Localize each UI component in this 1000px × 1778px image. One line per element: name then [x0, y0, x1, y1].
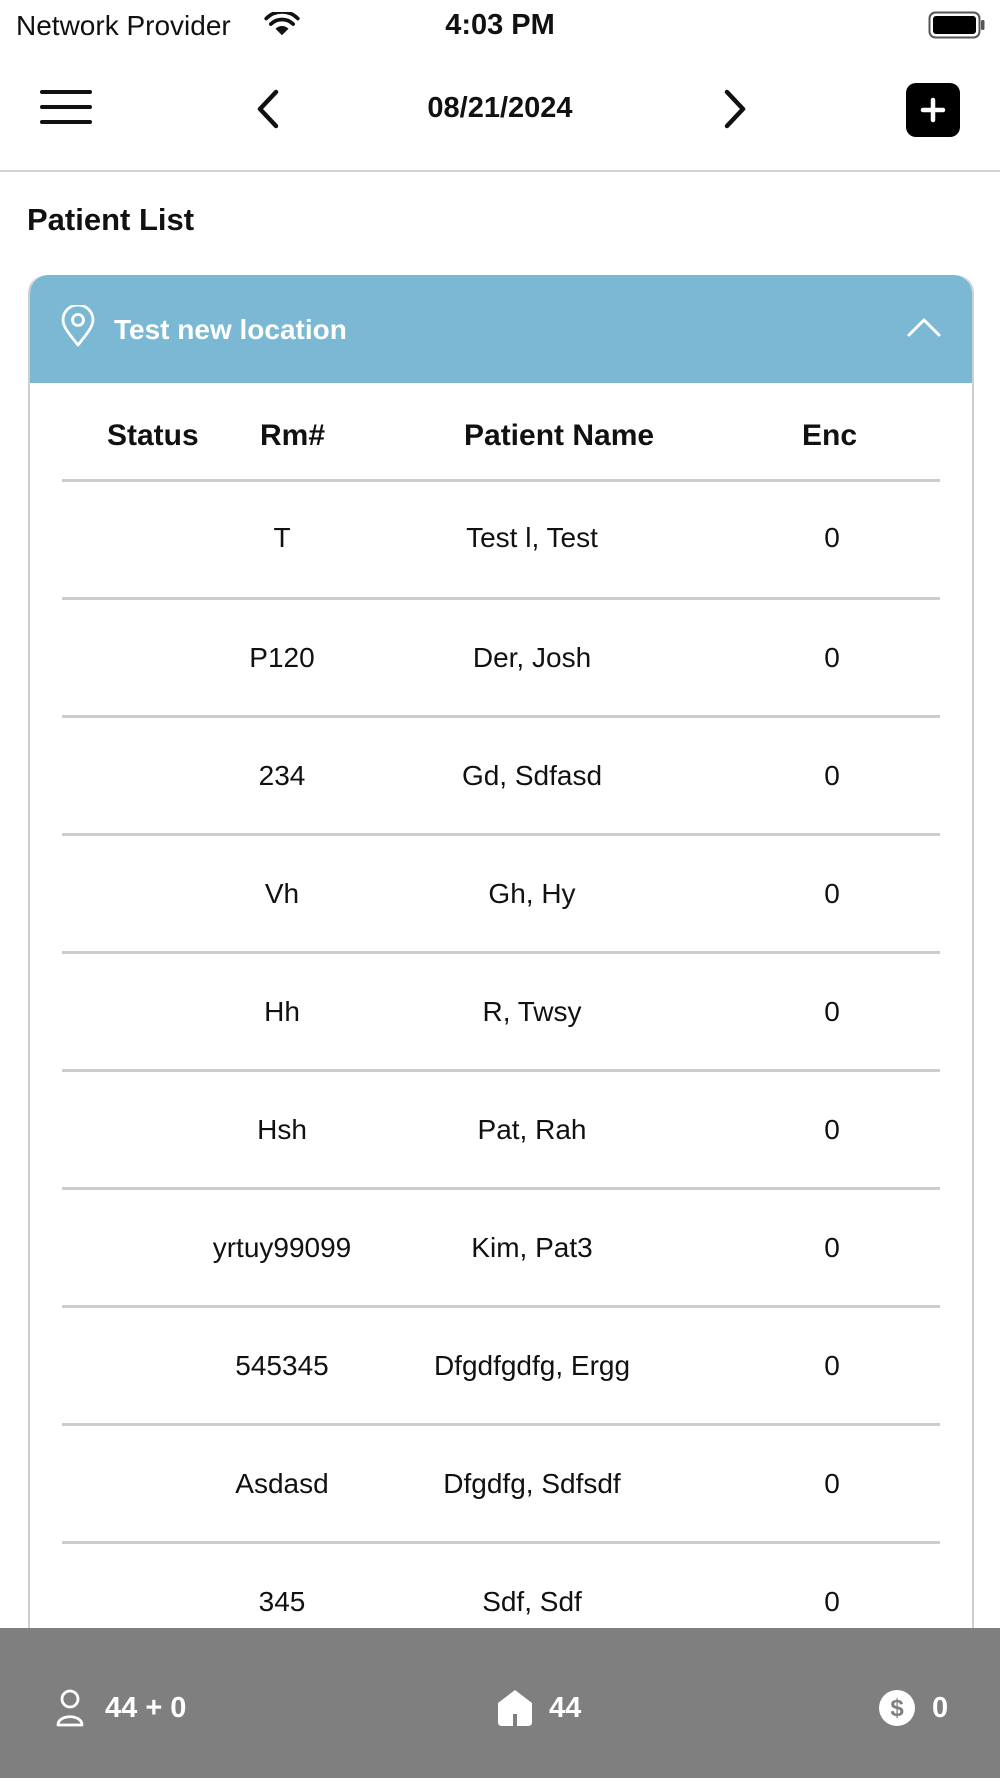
carrier-name: Network Provider: [16, 10, 231, 41]
row-enc: 0: [824, 522, 840, 553]
patient-count-value: 44 + 0: [105, 1692, 187, 1724]
table-row[interactable]: [62, 600, 940, 718]
row-room: 345: [258, 1586, 306, 1617]
row-enc: 0: [824, 878, 840, 909]
bottom-summary-bar: [0, 1628, 1000, 1778]
row-enc: 0: [824, 642, 840, 673]
row-room: Asdasd: [235, 1468, 329, 1499]
row-room: 234: [258, 760, 306, 791]
row-enc: 0: [824, 760, 840, 791]
status-bar: [0, 0, 1000, 50]
row-patient-name: Test l, Test: [466, 522, 598, 553]
battery-icon: [928, 11, 986, 39]
row-patient-name: Der, Josh: [472, 642, 592, 673]
column-enc[interactable]: Enc: [802, 419, 858, 452]
home-icon: [496, 1688, 534, 1728]
row-room: T: [273, 522, 291, 553]
selected-date[interactable]: 08/21/2024: [427, 92, 573, 124]
plus-icon: [906, 83, 960, 137]
location-name: Test new location: [114, 314, 347, 345]
svg-text:$: $: [890, 1695, 904, 1722]
hamburger-menu-icon[interactable]: [40, 90, 94, 126]
person-icon: [55, 1688, 85, 1728]
row-patient-name: R, Twsy: [482, 996, 582, 1027]
table-row[interactable]: [62, 718, 940, 836]
row-enc: 0: [824, 1468, 840, 1499]
table-row[interactable]: [62, 1072, 940, 1190]
row-room: 545345: [235, 1350, 329, 1381]
table-header: [62, 383, 940, 482]
row-enc: 0: [824, 1586, 840, 1617]
row-patient-name: Dfgdfg, Sdfsdf: [443, 1468, 621, 1499]
row-enc: 0: [824, 1114, 840, 1145]
table-row[interactable]: [62, 1190, 940, 1308]
row-enc: 0: [824, 1350, 840, 1381]
location-header[interactable]: [30, 275, 972, 383]
location-card: [28, 275, 974, 1677]
top-navigation-bar: [0, 50, 1000, 172]
row-patient-name: Gh, Hy: [488, 878, 576, 909]
row-patient-name: Gd, Sdfasd: [461, 760, 603, 791]
row-room: P120: [249, 642, 315, 673]
table-row[interactable]: [62, 1308, 940, 1426]
row-room: Hh: [264, 996, 300, 1027]
row-patient-name: Kim, Pat3: [471, 1232, 593, 1263]
location-count-value: 44: [549, 1692, 582, 1724]
column-status[interactable]: Status: [107, 419, 199, 452]
column-patient-name[interactable]: Patient Name: [464, 419, 655, 452]
row-room: yrtuy99099: [212, 1232, 352, 1263]
row-enc: 0: [824, 1232, 840, 1263]
dollar-icon: [878, 1689, 916, 1727]
table-row[interactable]: [62, 1426, 940, 1544]
row-room: Vh: [264, 878, 300, 909]
row-patient-name: Dfgdfgdfg, Ergg: [433, 1350, 631, 1381]
column-room[interactable]: Rm#: [260, 419, 326, 452]
chevron-up-icon[interactable]: [906, 315, 942, 339]
row-enc: 0: [824, 996, 840, 1027]
table-row[interactable]: [62, 482, 940, 600]
table-row[interactable]: [62, 836, 940, 954]
row-room: Hsh: [257, 1114, 307, 1145]
table-row[interactable]: [62, 954, 940, 1072]
patient-table: [62, 383, 940, 1662]
charges-count-value: 0: [932, 1692, 949, 1724]
location-pin-icon: [60, 305, 96, 347]
page-title: Patient List: [27, 202, 195, 237]
clock: 4:03 PM: [445, 9, 555, 41]
add-patient-button[interactable]: [906, 83, 960, 137]
chevron-left-icon[interactable]: [248, 86, 288, 132]
row-patient-name: Pat, Rah: [477, 1114, 587, 1145]
chevron-right-icon[interactable]: [715, 86, 755, 132]
row-patient-name: Sdf, Sdf: [482, 1586, 582, 1617]
